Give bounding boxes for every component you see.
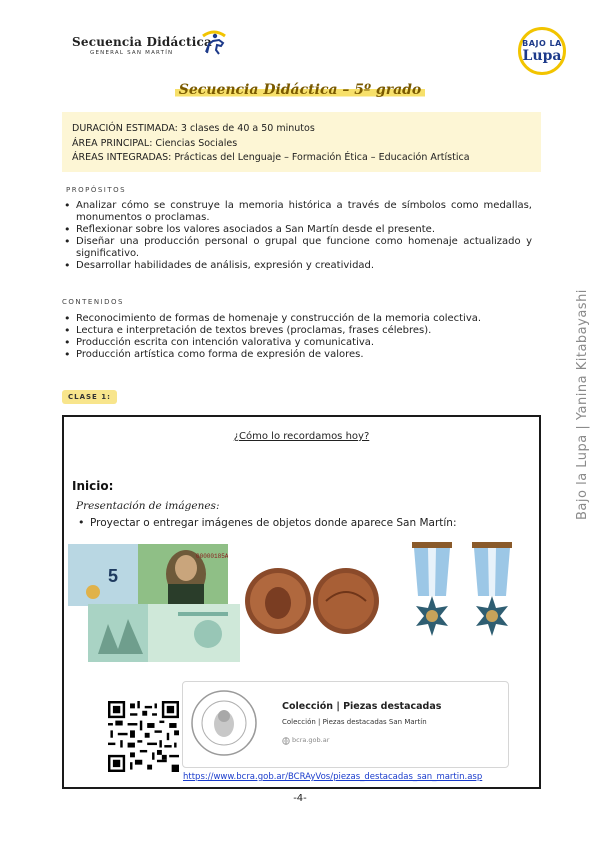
propositos-list: [62, 200, 532, 272]
bajo-la-lupa-badge: [518, 27, 566, 75]
card-subtitle: Colección | Piezas destacadas San Martín: [282, 718, 427, 726]
clase-label: CLASE 1:: [62, 390, 117, 404]
banknote-back-image: [88, 604, 240, 662]
commemorative-coins-image: [242, 563, 382, 643]
list-item: • Proyectar o entregar imágenes de objetos donde aparece San Martín:: [76, 517, 536, 529]
list-item: • Producción escrita con intención valorativa y comunicativa.: [62, 337, 532, 349]
banknote-front-image: [68, 544, 228, 606]
qr-code-icon[interactable]: [108, 701, 179, 772]
presentacion-list: [76, 517, 536, 529]
list-item: • Reflexionar sobre los valores asociados a San Martín desde el presente.: [62, 224, 532, 236]
list-item: • Lectura e interpretación de textos breves (proclamas, frases célebres).: [62, 325, 532, 337]
badge-line2: Lupa: [522, 48, 562, 64]
list-item: • Desarrollar habilidades de análisis, expresión y creatividad.: [62, 260, 532, 272]
card-title: Colección | Piezas destacadas: [282, 701, 442, 712]
main-title: [0, 82, 600, 98]
bcra-link[interactable]: https://www.bcra.gob.ar/BCRAyVos/piezas_destacadas_san_martin.asp: [183, 772, 483, 782]
list-item: • Producción artística como forma de expresión de valores.: [62, 349, 532, 361]
card-domain: bcra.gob.ar: [292, 736, 330, 744]
globe-icon: [282, 737, 290, 745]
header-subtitle: GENERAL SAN MARTÍN: [90, 50, 174, 56]
info-duration: DURACIÓN ESTIMADA: 3 clases de 40 a 50 minutos: [72, 123, 315, 134]
info-box: [62, 112, 541, 172]
side-author-text: Bajo la Lupa | Yanina Kitabayashi: [575, 289, 590, 520]
horse-rider-logo-icon: [197, 26, 231, 60]
page-number: -4-: [293, 793, 307, 804]
banknote-serial: 00000185A: [196, 553, 228, 560]
medals-image: [402, 538, 522, 652]
class-question: ¿Cómo lo recordamos hoy?: [233, 431, 370, 442]
contenidos-list: [62, 313, 532, 361]
list-item: • Analizar cómo se construye la memoria histórica a través de símbolos como medallas, monumentos o proclamas.: [62, 200, 532, 224]
info-main-area: ÁREA PRINCIPAL: Ciencias Sociales: [72, 137, 238, 149]
header-title: Secuencia Didáctica: [72, 35, 212, 49]
contenidos-heading: CONTENIDOS: [62, 298, 124, 306]
main-title-text: Secuencia Didáctica – 5º grado: [175, 82, 426, 98]
badge-line1: BAJO LA: [522, 39, 562, 48]
bcra-seal-icon: [189, 688, 259, 758]
info-integrated-areas: ÁREAS INTEGRADAS: Prácticas del Lenguaje – Formación Ética – Educación Artística: [72, 152, 470, 163]
inicio-heading: Inicio:: [72, 479, 114, 493]
presentacion-heading: Presentación de imágenes:: [76, 500, 220, 512]
propositos-heading: PROPÓSITOS: [66, 186, 127, 194]
list-item: • Diseñar una producción personal o grupal que funcione como homenaje actualizado y significativo.: [62, 236, 532, 260]
banknote-value: 5: [108, 566, 119, 586]
list-item: • Reconocimiento de formas de homenaje y construcción de la memoria colectiva.: [62, 313, 532, 325]
